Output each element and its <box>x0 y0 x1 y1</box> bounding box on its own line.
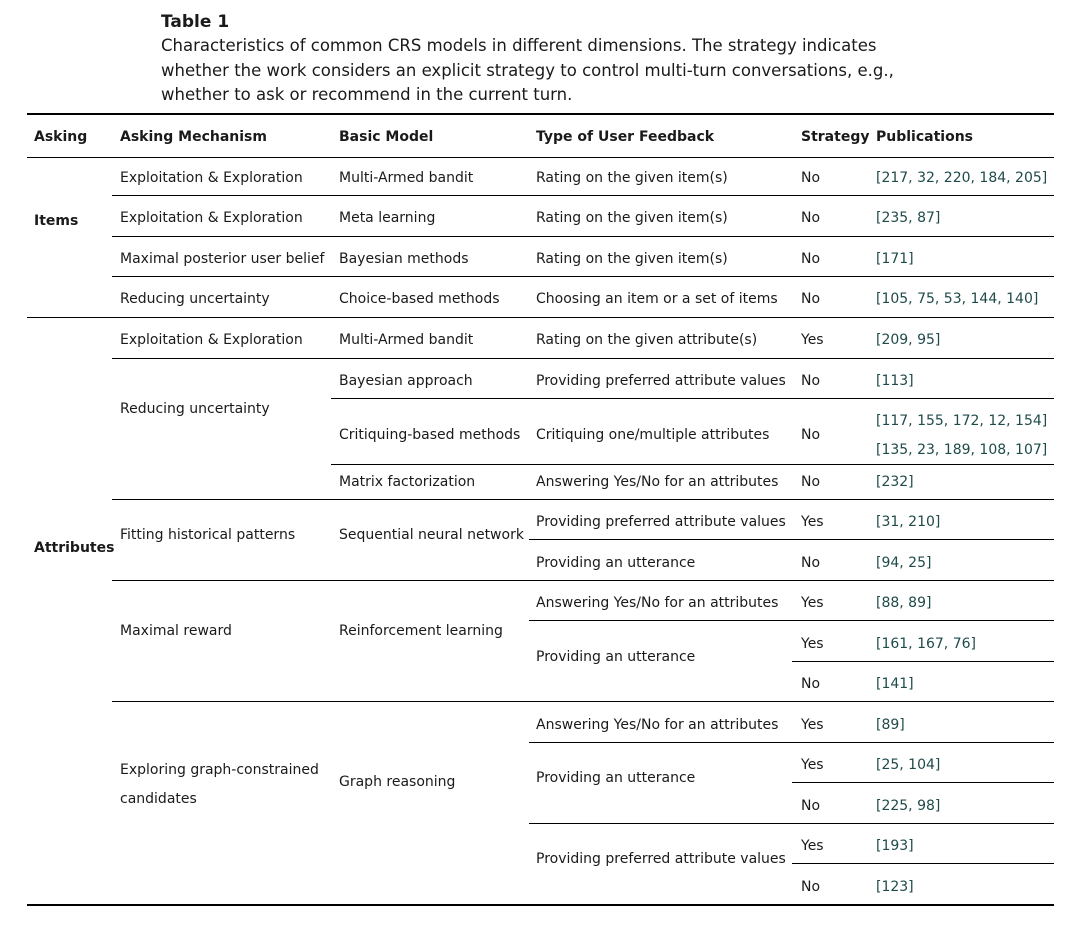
row-divider <box>529 823 1054 824</box>
feedback-cell: Rating on the given item(s) <box>536 210 728 226</box>
header-strategy: Strategy <box>801 129 870 145</box>
publication-citations[interactable]: [105, 75, 53, 144, 140] <box>876 291 1039 307</box>
row-divider <box>112 580 1054 581</box>
feedback-cell: Answering Yes/No for an attributes <box>536 717 779 733</box>
strategy-cell: No <box>801 210 821 226</box>
strategy-cell: No <box>801 427 821 443</box>
strategy-cell: Yes <box>801 757 824 773</box>
feedback-cell: Providing preferred attribute values <box>536 373 786 389</box>
mechanism-cell: Exploring graph-constrained <box>120 762 319 778</box>
publication-citations[interactable]: [94, 25] <box>876 555 932 571</box>
model-cell: Matrix factorization <box>339 474 476 490</box>
strategy-cell: No <box>801 879 821 895</box>
row-divider <box>331 464 1054 465</box>
row-divider <box>529 539 1054 540</box>
publication-citations[interactable]: [217, 32, 220, 184, 205] <box>876 170 1048 186</box>
strategy-cell: No <box>801 251 821 267</box>
mechanism-cell: Reducing uncertainty <box>120 291 270 307</box>
strategy-cell: Yes <box>801 838 824 854</box>
strategy-cell: No <box>801 474 821 490</box>
publication-citations[interactable]: [113] <box>876 373 914 389</box>
publication-citations[interactable]: [193] <box>876 838 914 854</box>
publication-citations[interactable]: [171] <box>876 251 914 267</box>
feedback-cell: Rating on the given item(s) <box>536 251 728 267</box>
row-divider <box>112 236 1054 237</box>
row-divider <box>112 276 1054 277</box>
strategy-cell: No <box>801 555 821 571</box>
table-title: Table 1 <box>161 12 230 32</box>
header-publications: Publications <box>876 129 974 145</box>
publication-citations[interactable]: [225, 98] <box>876 798 941 814</box>
table-bottom-rule <box>27 904 1054 906</box>
group-divider <box>27 317 1054 318</box>
row-divider <box>529 742 1054 743</box>
mechanism-cell: Maximal posterior user belief <box>120 251 325 267</box>
mechanism-cell: Maximal reward <box>120 623 232 639</box>
row-divider <box>331 398 1054 399</box>
header-basic-model: Basic Model <box>339 129 434 145</box>
strategy-cell: No <box>801 676 821 692</box>
model-cell: Sequential neural network <box>339 527 524 543</box>
feedback-cell: Providing an utterance <box>536 770 696 786</box>
row-divider <box>112 358 1054 359</box>
publication-citations[interactable]: [232] <box>876 474 914 490</box>
feedback-cell: Answering Yes/No for an attributes <box>536 595 779 611</box>
strategy-cell: Yes <box>801 636 824 652</box>
strategy-cell: Yes <box>801 332 824 348</box>
publication-citations[interactable]: [117, 155, 172, 12, 154] <box>876 413 1048 429</box>
row-divider <box>529 620 1054 621</box>
publication-citations[interactable]: [135, 23, 189, 108, 107] <box>876 442 1048 458</box>
header-user-feedback: Type of User Feedback <box>536 129 715 145</box>
strategy-cell: No <box>801 373 821 389</box>
feedback-cell: Providing preferred attribute values <box>536 514 786 530</box>
row-divider <box>112 701 1054 702</box>
feedback-cell: Providing preferred attribute values <box>536 851 786 867</box>
strategy-cell: Yes <box>801 717 824 733</box>
publication-citations[interactable]: [161, 167, 76] <box>876 636 976 652</box>
mechanism-cell: Exploitation & Exploration <box>120 332 303 348</box>
model-cell: Critiquing-based methods <box>339 427 521 443</box>
row-divider <box>792 782 1054 783</box>
caption-line-2: whether the work considers an explicit strategy to control multi-turn conversations, e.g., <box>161 60 894 80</box>
model-cell: Meta learning <box>339 210 436 226</box>
feedback-cell: Providing an utterance <box>536 555 696 571</box>
row-divider <box>112 195 1054 196</box>
feedback-cell: Choosing an item or a set of items <box>536 291 778 307</box>
feedback-cell: Critiquing one/multiple attributes <box>536 427 770 443</box>
mechanism-cell: Exploitation & Exploration <box>120 210 303 226</box>
publication-citations[interactable]: [88, 89] <box>876 595 932 611</box>
mechanism-cell: Fitting historical patterns <box>120 527 296 543</box>
mechanism-cell: candidates <box>120 791 197 807</box>
header-rule <box>27 157 1054 158</box>
feedback-cell: Providing an utterance <box>536 649 696 665</box>
model-cell: Graph reasoning <box>339 774 456 790</box>
publication-citations[interactable]: [89] <box>876 717 905 733</box>
caption-line-1: Characteristics of common CRS models in different dimensions. The strategy indicates <box>161 36 877 55</box>
table-caption <box>161 10 941 108</box>
publication-citations[interactable]: [123] <box>876 879 914 895</box>
model-cell: Reinforcement learning <box>339 623 503 639</box>
strategy-cell: Yes <box>801 595 824 611</box>
row-divider <box>792 863 1054 864</box>
mechanism-cell: Exploitation & Exploration <box>120 170 303 186</box>
strategy-cell: No <box>801 170 821 186</box>
publication-citations[interactable]: [209, 95] <box>876 332 941 348</box>
caption-line-3: whether to ask or recommend in the current turn. <box>161 85 573 104</box>
model-cell: Multi-Armed bandit <box>339 170 474 186</box>
strategy-cell: No <box>801 291 821 307</box>
strategy-cell: No <box>801 798 821 814</box>
model-cell: Choice-based methods <box>339 291 500 307</box>
row-divider <box>112 499 1054 500</box>
publication-citations[interactable]: [235, 87] <box>876 210 941 226</box>
group-label-attributes: Attributes <box>34 540 115 556</box>
publication-citations[interactable]: [31, 210] <box>876 514 941 530</box>
strategy-cell: Yes <box>801 514 824 530</box>
publication-citations[interactable]: [141] <box>876 676 914 692</box>
model-cell: Multi-Armed bandit <box>339 332 474 348</box>
publication-citations[interactable]: [25, 104] <box>876 757 941 773</box>
row-divider <box>792 661 1054 662</box>
feedback-cell: Rating on the given attribute(s) <box>536 332 758 348</box>
model-cell: Bayesian methods <box>339 251 469 267</box>
header-asking-mechanism: Asking Mechanism <box>120 129 267 145</box>
model-cell: Bayesian approach <box>339 373 473 389</box>
mechanism-cell: Reducing uncertainty <box>120 401 270 417</box>
header-asking: Asking <box>34 129 88 145</box>
feedback-cell: Rating on the given item(s) <box>536 170 728 186</box>
table-top-rule <box>27 113 1054 115</box>
feedback-cell: Answering Yes/No for an attributes <box>536 474 779 490</box>
group-label-items: Items <box>34 213 79 229</box>
